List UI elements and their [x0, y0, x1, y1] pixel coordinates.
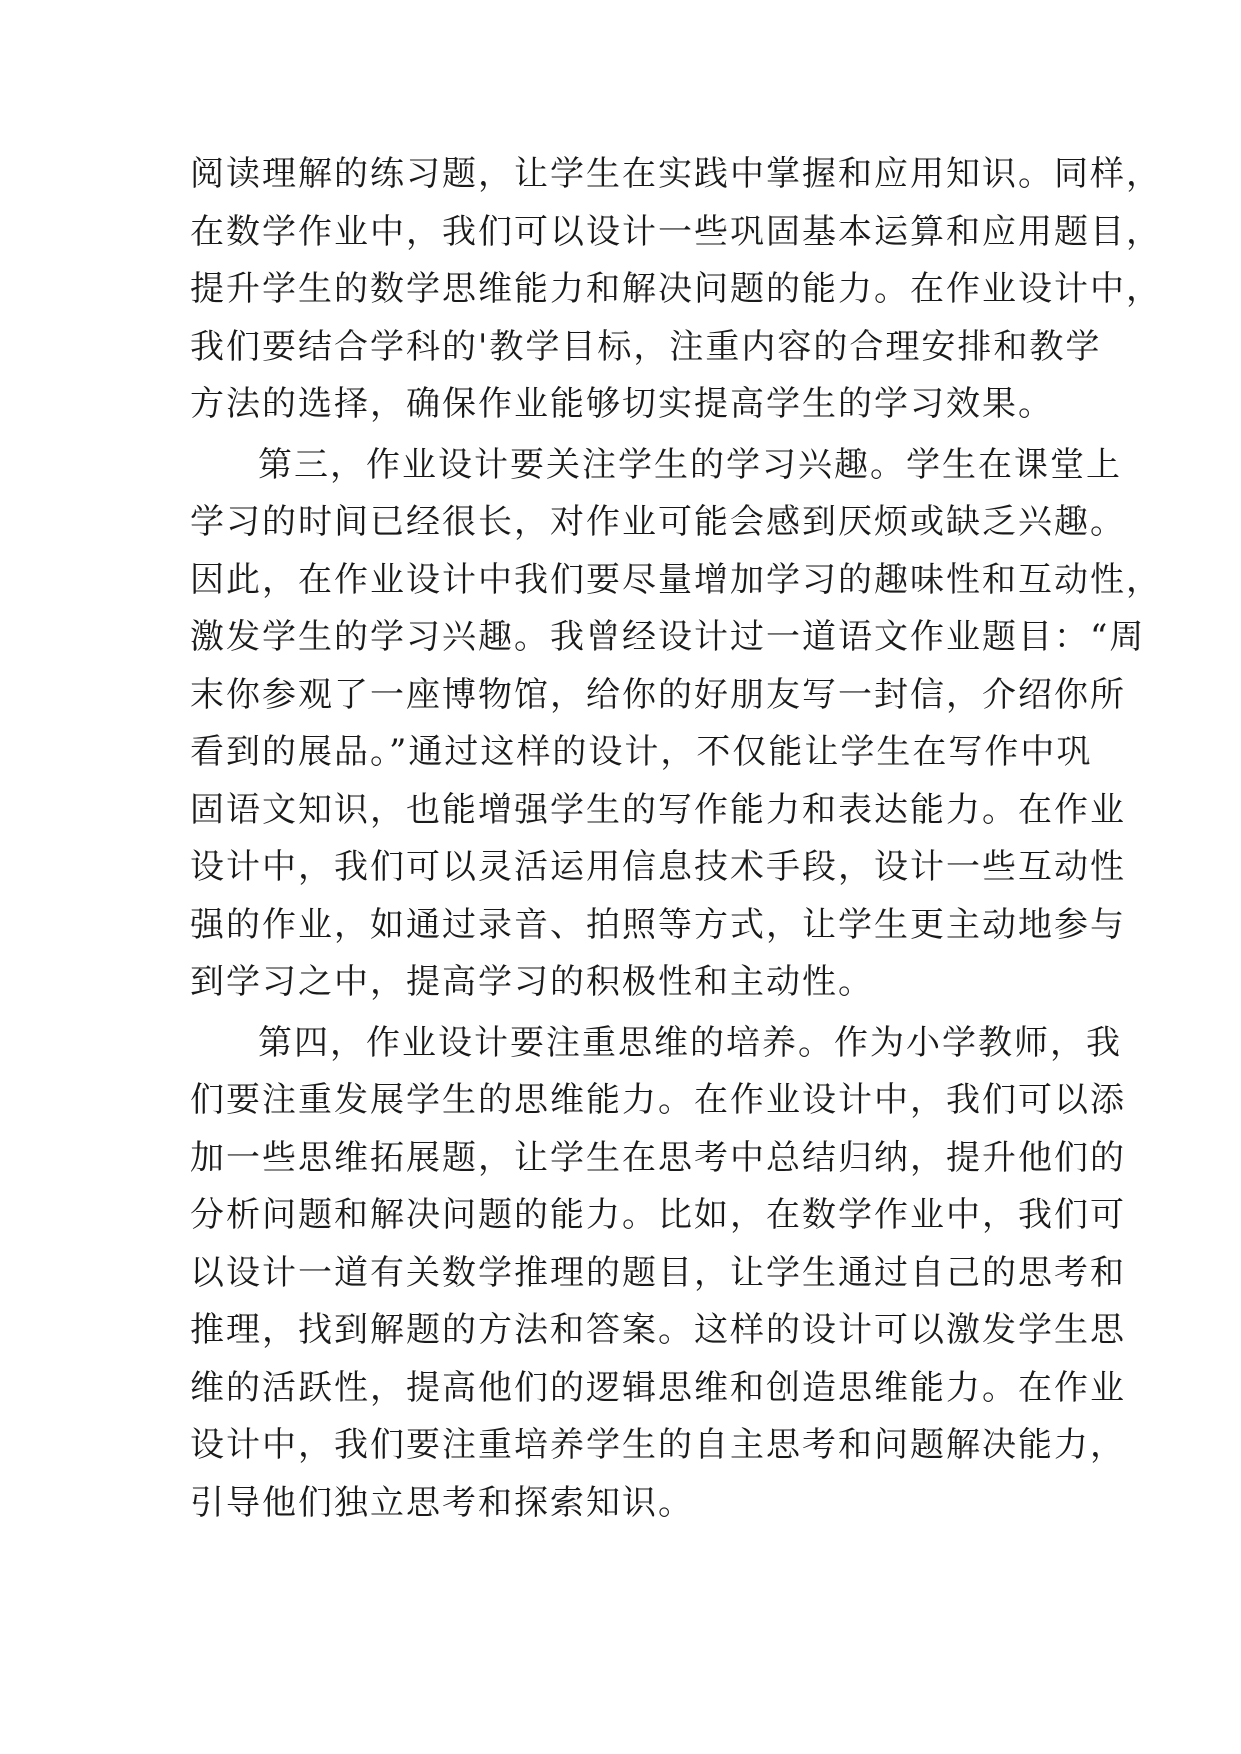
text-line: 提升学生的数学思维能力和解决问题的能力。在作业设计中， — [190, 269, 1162, 309]
paragraph — [190, 437, 1162, 1012]
paragraph — [190, 1015, 1126, 1533]
text-line: 第四，作业设计要注重思维的培养。作为小学教师，我 — [258, 1022, 1122, 1063]
text-line: 设计中，我们要注重培养学生的自主思考和问题解决能力， — [190, 1425, 1126, 1465]
text-line: 固语文知识，也能增强学生的写作能力和表达能力。在作业 — [190, 789, 1126, 830]
text-line: 看到的展品。”通过这样的设计，不仅能让学生在写作中巩 — [190, 732, 1093, 772]
paragraph — [190, 146, 1162, 434]
body-text — [190, 146, 1162, 1532]
text-line: 在数学作业中，我们可以设计一些巩固基本运算和应用题目， — [190, 211, 1162, 252]
text-line: 因此，在作业设计中我们要尽量增加学习的趣味性和互动性， — [190, 559, 1162, 600]
text-line: 学习的时间已经很长，对作业可能会感到厌烦或缺乏兴趣。 — [190, 502, 1126, 542]
text-line: 推理，找到解题的方法和答案。这样的设计可以激发学生思 — [190, 1310, 1126, 1350]
text-line: 强的作业，如通过录音、拍照等方式，让学生更主动地参与 — [190, 904, 1126, 945]
text-line: 加一些思维拓展题，让学生在思考中总结归纳，提升他们的 — [190, 1137, 1126, 1178]
text-line: 引导他们独立思考和探索知识。 — [190, 1482, 694, 1523]
text-line: 分析问题和解决问题的能力。比如，在数学作业中，我们可 — [190, 1195, 1126, 1235]
text-line: 我们要结合学科的'教学目标，注重内容的合理安排和教学 — [190, 326, 1102, 367]
text-line: 以设计一道有关数学推理的题目，让学生通过自己的思考和 — [190, 1252, 1126, 1293]
text-line: 设计中，我们可以灵活运用信息技术手段，设计一些互动性 — [190, 847, 1126, 887]
text-line: 激发学生的学习兴趣。我曾经设计过一道语文作业题目：“周 — [190, 617, 1146, 657]
text-line: 方法的选择，确保作业能够切实提高学生的学习效果。 — [190, 384, 1054, 424]
text-line: 末你参观了一座博物馆，给你的好朋友写一封信，介绍你所 — [190, 674, 1126, 715]
text-line: 维的活跃性，提高他们的逻辑思维和创造思维能力。在作业 — [190, 1367, 1126, 1408]
text-line: 到学习之中，提高学习的积极性和主动性。 — [190, 962, 874, 1002]
text-line: 阅读理解的练习题，让学生在实践中掌握和应用知识。同样， — [190, 154, 1162, 194]
text-line: 第三，作业设计要关注学生的学习兴趣。学生在课堂上 — [258, 444, 1122, 485]
text-line: 们要注重发展学生的思维能力。在作业设计中，我们可以添 — [190, 1080, 1126, 1120]
